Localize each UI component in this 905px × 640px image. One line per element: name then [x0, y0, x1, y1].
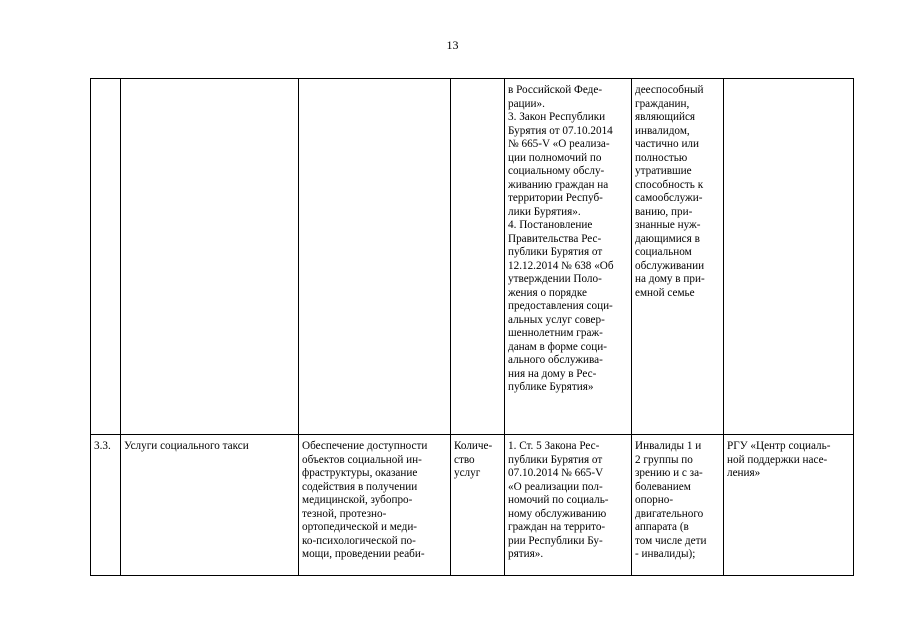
table-row	[91, 79, 854, 435]
cell-number	[91, 79, 121, 435]
cell-legal-basis: 1. Ст. 5 Закона Рес- публики Бурятия от 07.10.2014 № 665-V «О реализации пол- номочий по социаль- ному обслуживанию граждан на террито- рии Республики Бу- рятия».	[505, 435, 632, 576]
page-number: 13	[446, 38, 459, 52]
cell-provider: РГУ «Центр социаль- ной поддержки насе- ления»	[724, 435, 854, 576]
cell-indicator	[451, 79, 505, 435]
cell-service-content	[299, 79, 451, 435]
cell-service-content: Обеспечение доступности объектов социальной ин- фраструктуры, оказание содействия в получении медицинской, зубопро- тезной, протезно- ортопедической и меди- ко-психологической по- мощи, проведении реаби-	[299, 435, 451, 576]
table-row	[91, 435, 854, 576]
cell-recipients: Инвалиды 1 и 2 группы по зрению и с за- болеванием опорно- двигательного аппарата (в том числе дети - инвалиды);	[632, 435, 724, 576]
cell-number: 3.3.	[91, 435, 121, 576]
cell-recipients: дееспособный гражданин, являющийся инвалидом, частично или полностью утратившие способность к самообслужи- ванию, при- знанные нуж- дающимися в социальном обслуживании на дому в при- емной семье	[632, 79, 724, 435]
cell-service-name	[121, 79, 299, 435]
cell-service-name: Услуги социального такси	[121, 435, 299, 576]
cell-provider	[724, 79, 854, 435]
services-table	[90, 78, 854, 576]
cell-indicator: Количе- ство услуг	[451, 435, 505, 576]
cell-legal-basis: в Российской Феде- рации». 3. Закон Республики Бурятия от 07.10.2014 № 665-V «О реализа- ции полномочий по социальному обслу- живанию граждан на территории Респуб- лики Бурятия». 4. Постановление Правительства Рес- публики Бурятия от 12.12.2014 № 638 «Об утверждении Поло- жения о порядке предоставления соци- альных услуг совер- шеннолетним граж- данам в форме соци- ального обслужива- ния на дому в Рес- публике Бурятия»	[505, 79, 632, 435]
